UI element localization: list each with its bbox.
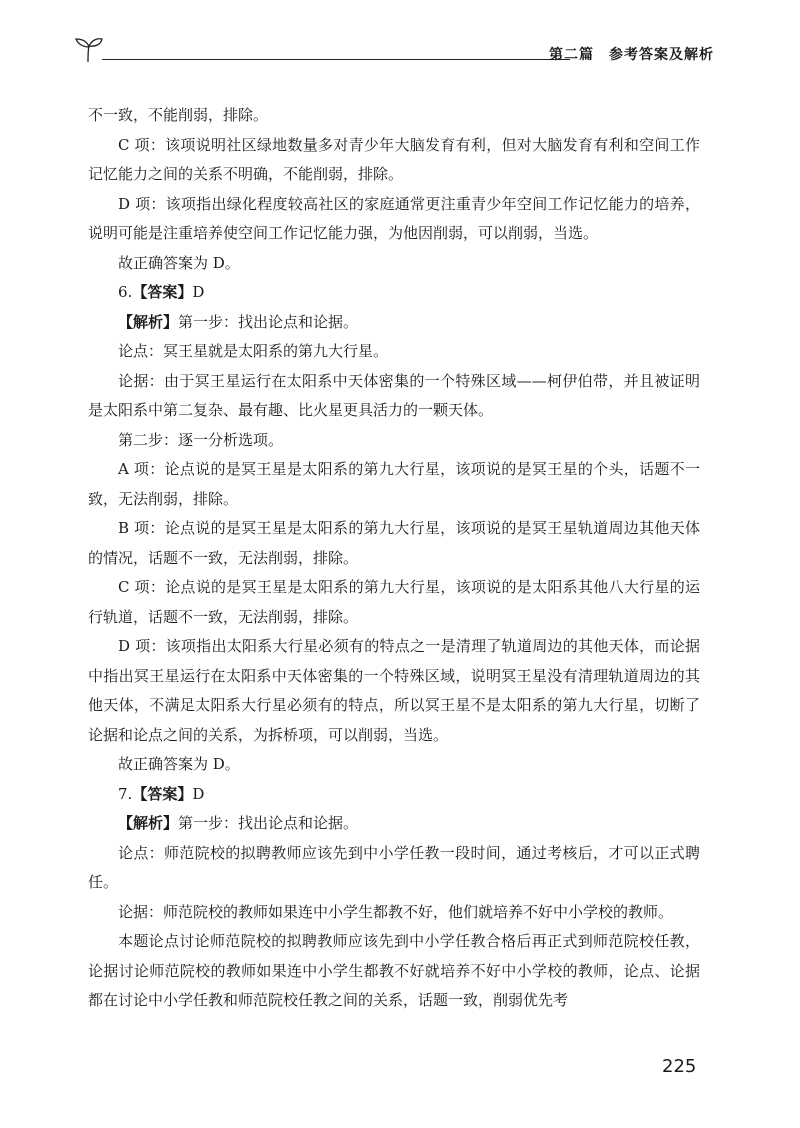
paragraph: 论点：冥王星就是太阳系的第九大行星。 xyxy=(118,342,389,360)
paragraph: 本题论点讨论师范院校的拟聘教师应该先到中小学任教合格后再正式到师范院校任教，论据讨论师范院校的教师如果连中小学生都教不好就培养不好中小学校的教师，论点、论据都在讨论中小学任教和师范院校任教之间的关系，话题一致，削弱优先考 xyxy=(88,932,700,1009)
paragraph: D 项：该项指出绿化程度较高社区的家庭通常更注重青少年空间工作记忆能力的培养，说明可能是注重培养使空间工作记忆能力强，为他因削弱，可以削弱，当选。 xyxy=(88,194,700,242)
page-number: 225 xyxy=(662,1056,697,1077)
answer-value: D xyxy=(192,784,205,803)
question-7-answer xyxy=(88,780,700,810)
question-6-analysis xyxy=(88,308,700,338)
sprout-icon xyxy=(74,34,104,64)
paragraph: 故正确答案为 D。 xyxy=(118,755,240,773)
paragraph: 论据：由于冥王星运行在太阳系中天体密集的一个特殊区域——柯伊伯带，并且被证明是太阳系中第二复杂、最有趣、比火星更具活力的一颗天体。 xyxy=(88,371,700,419)
header-rule xyxy=(102,59,570,60)
question-7-analysis xyxy=(88,809,700,839)
paragraph: C 项：该项说明社区绿地数量多对青少年大脑发育有利，但对大脑发育有利和空间工作记忆能力之间的关系不明确，不能削弱，排除。 xyxy=(88,135,700,183)
analysis-tag: 【解析】 xyxy=(118,312,179,331)
analysis-step: 第一步：找出论点和论据。 xyxy=(178,814,359,832)
paragraph: A 项：论点说的是冥王星是太阳系的第九大行星，该项说的是冥王星的个头，话题不一致，无法削弱，排除。 xyxy=(88,460,700,508)
paragraph: C 项：论点说的是冥王星是太阳系的第九大行星，该项说的是太阳系其他八大行星的运行轨道，话题不一致，无法削弱，排除。 xyxy=(88,578,700,626)
answer-tag: 【答案】 xyxy=(132,283,193,301)
paragraph: 不一致，不能削弱，排除。 xyxy=(88,106,269,124)
page-body xyxy=(88,101,700,1016)
analysis-step: 第一步：找出论点和论据。 xyxy=(178,312,359,331)
answer-tag: 【答案】 xyxy=(132,784,193,803)
running-header xyxy=(74,30,714,70)
analysis-tag: 【解析】 xyxy=(118,814,179,832)
header-title: 第二篇 参考答案及解析 xyxy=(549,47,714,63)
question-number: 7. xyxy=(118,784,133,803)
paragraph: 故正确答案为 D。 xyxy=(118,253,240,272)
paragraph: B 项：论点说的是冥王星是太阳系的第九大行星，该项说的是冥王星轨道周边其他天体的情况，话题不一致，无法削弱，排除。 xyxy=(88,519,700,567)
answer-value: D xyxy=(192,283,205,301)
question-6-answer xyxy=(88,278,700,308)
paragraph: 第二步：逐一分析选项。 xyxy=(118,430,284,449)
question-number: 6. xyxy=(118,283,133,301)
paragraph: 论点：师范院校的拟聘教师应该先到中小学任教一段时间，通过考核后，才可以正式聘任。 xyxy=(88,843,700,891)
paragraph: 论据：师范院校的教师如果连中小学生都教不好，他们就培养不好中小学校的教师。 xyxy=(118,902,674,921)
paragraph: D 项：该项指出太阳系大行星必须有的特点之一是清理了轨道周边的其他天体，而论据中指出冥王星运行在太阳系中天体密集的一个特殊区域，说明冥王星没有清理轨道周边的其他天体，不满足太阳系大行星必须有的特点，所以冥王星不是太阳系的第九大行星，切断了论据和论点之间的关系，为拆桥项，可以削弱，当选。 xyxy=(88,637,700,744)
